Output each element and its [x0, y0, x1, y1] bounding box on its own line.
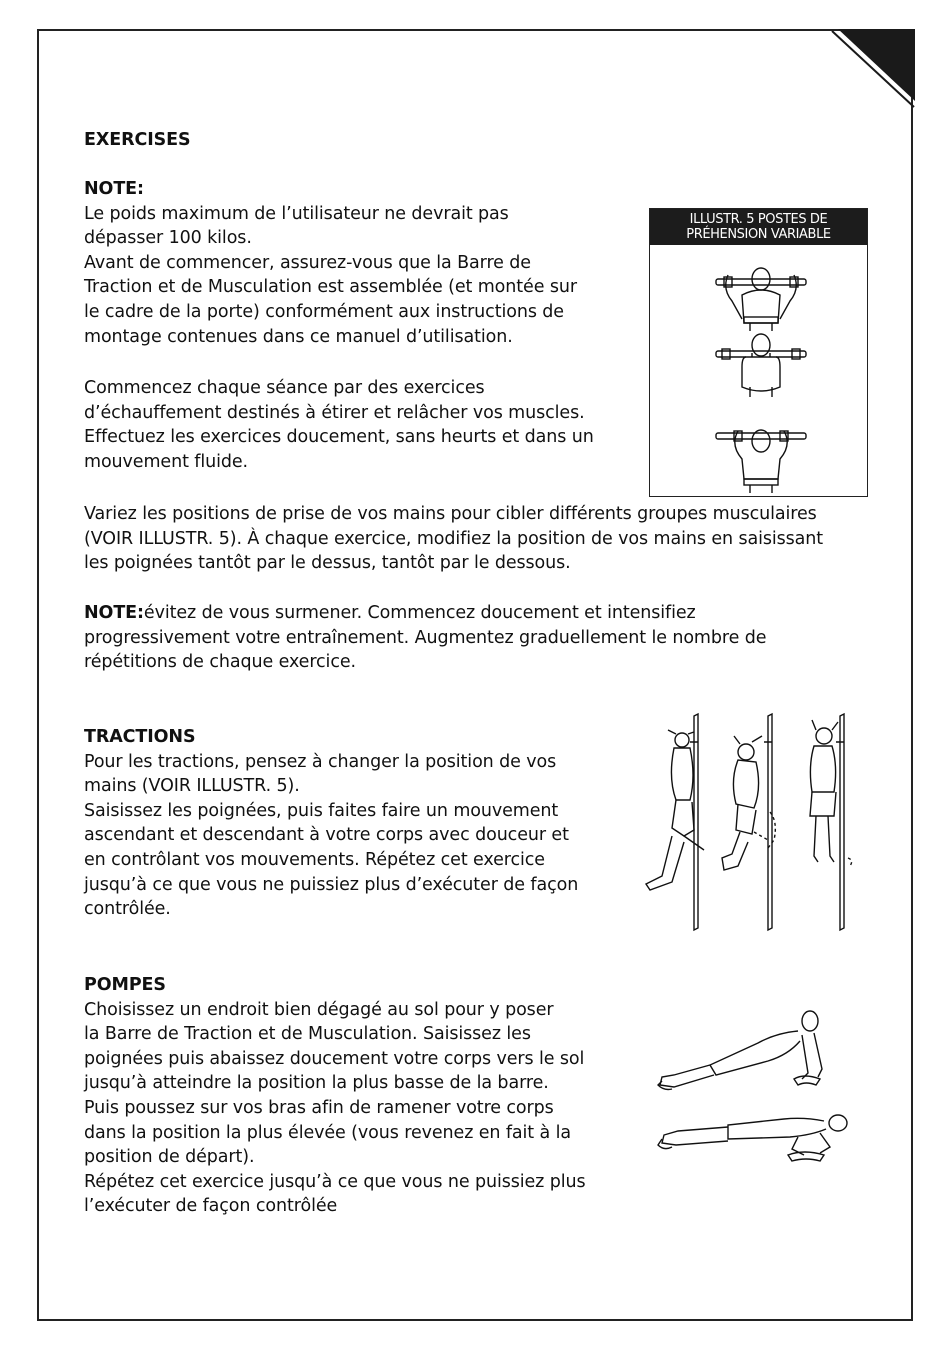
pompes-heading: POMPES	[84, 975, 166, 995]
note-line: Traction et de Musculation est assemblée (et montée sur	[84, 277, 577, 298]
note-line: dépasser 100 kilos.	[84, 228, 252, 249]
tractions-line: contrôlée.	[84, 899, 171, 920]
variez-paragraph	[84, 502, 823, 576]
note-heading: NOTE:	[84, 179, 144, 199]
tractions-line: en contrôlant vos mouvements. Répétez cet exercice	[84, 849, 545, 870]
note-line: montage contenues dans ce manuel d’utilisation.	[84, 326, 513, 347]
close-grip-figure	[716, 430, 806, 493]
warmup-paragraph	[84, 376, 594, 474]
pompes-illustration	[648, 1005, 866, 1185]
wide-grip-figure	[716, 268, 806, 331]
pompes-line: dans la position la plus élevée (vous revenez en fait à la	[84, 1122, 572, 1143]
narrow-grip-figure	[716, 334, 806, 397]
pompes-line: position de départ).	[84, 1147, 255, 1168]
tractions-section	[84, 725, 578, 922]
door-frame	[768, 714, 772, 930]
warmup-line: d’échauffement destinés à étirer et relâcher vos muscles.	[84, 402, 585, 423]
tractions-line: ascendant et descendant à votre corps avec douceur et	[84, 825, 569, 846]
pushup-figure-up	[658, 1011, 822, 1090]
tractions-line: Saisissez les poignées, puis faites faire un mouvement	[84, 800, 559, 821]
warmup-line: Effectuez les exercices doucement, sans heurts et dans un	[84, 427, 594, 448]
note2-line: répétitions de chaque exercice.	[84, 652, 356, 673]
traction-figure-hang	[646, 730, 704, 890]
tractions-heading: TRACTIONS	[84, 727, 196, 747]
note2-line: progressivement votre entraînement. Augmentez graduellement le nombre de	[84, 627, 767, 648]
corner-tab	[830, 29, 915, 109]
tractions-line: mains (VOIR ILLUSTR. 5).	[84, 776, 300, 797]
note2-label: NOTE:	[84, 603, 144, 623]
note2-paragraph	[84, 601, 766, 675]
illustration-title	[650, 209, 867, 245]
note-line: Avant de commencer, assurez-vous que la Barre de	[84, 252, 531, 273]
tractions-illustration	[640, 712, 870, 932]
pompes-line: l’exécuter de façon contrôlée	[84, 1196, 338, 1217]
pushup-figure-down	[658, 1115, 847, 1161]
pompes-section	[84, 973, 586, 1219]
note-block	[84, 177, 577, 349]
variez-line: les poignées tantôt par le dessus, tantôt par le dessous.	[84, 553, 571, 574]
traction-figure-straight	[810, 720, 852, 866]
door-frame	[694, 714, 698, 930]
tractions-line: jusqu’à ce que vous ne puissiez plus d’exécuter de façon	[84, 874, 579, 895]
pompes-line: poignées puis abaissez doucement votre corps vers le sol	[84, 1048, 585, 1069]
pompes-line: la Barre de Traction et de Musculation. Saisissez les	[84, 1024, 531, 1045]
pompes-line: jusqu’à atteindre la position la plus basse de la barre.	[84, 1073, 549, 1094]
variez-line: (VOIR ILLUSTR. 5). À chaque exercice, modifiez la position de vos mains en saisissant	[84, 528, 824, 549]
warmup-line: mouvement fluide.	[84, 451, 249, 472]
pompes-line: Puis poussez sur vos bras afin de ramener votre corps	[84, 1097, 554, 1118]
warmup-line: Commencez chaque séance par des exercices	[84, 378, 485, 398]
pompes-line: Répétez cet exercice jusqu’à ce que vous ne puissiez plus	[84, 1171, 586, 1192]
door-frame	[840, 714, 844, 930]
note-line: Le poids maximum de l’utilisateur ne devrait pas	[84, 203, 509, 224]
illustration-title-line: ILLUSTR. 5 POSTES DE	[689, 212, 828, 227]
tractions-line: Pour les tractions, pensez à changer la position de vos	[84, 751, 557, 772]
note2-line: évitez de vous surmener. Commencez doucement et intensifiez	[143, 603, 696, 623]
illustration-title-line: PRÉHENSION VARIABLE	[686, 227, 831, 242]
note-line: le cadre de la porte) conformément aux instructions de	[84, 301, 564, 322]
pompes-line: Choisissez un endroit bien dégagé au sol pour y poser	[84, 999, 554, 1020]
variez-line: Variez les positions de prise de vos mains pour cibler différents groupes musculaires	[84, 504, 817, 524]
grip-positions-illustration	[650, 245, 867, 496]
exercises-heading: EXERCISES	[84, 130, 191, 150]
